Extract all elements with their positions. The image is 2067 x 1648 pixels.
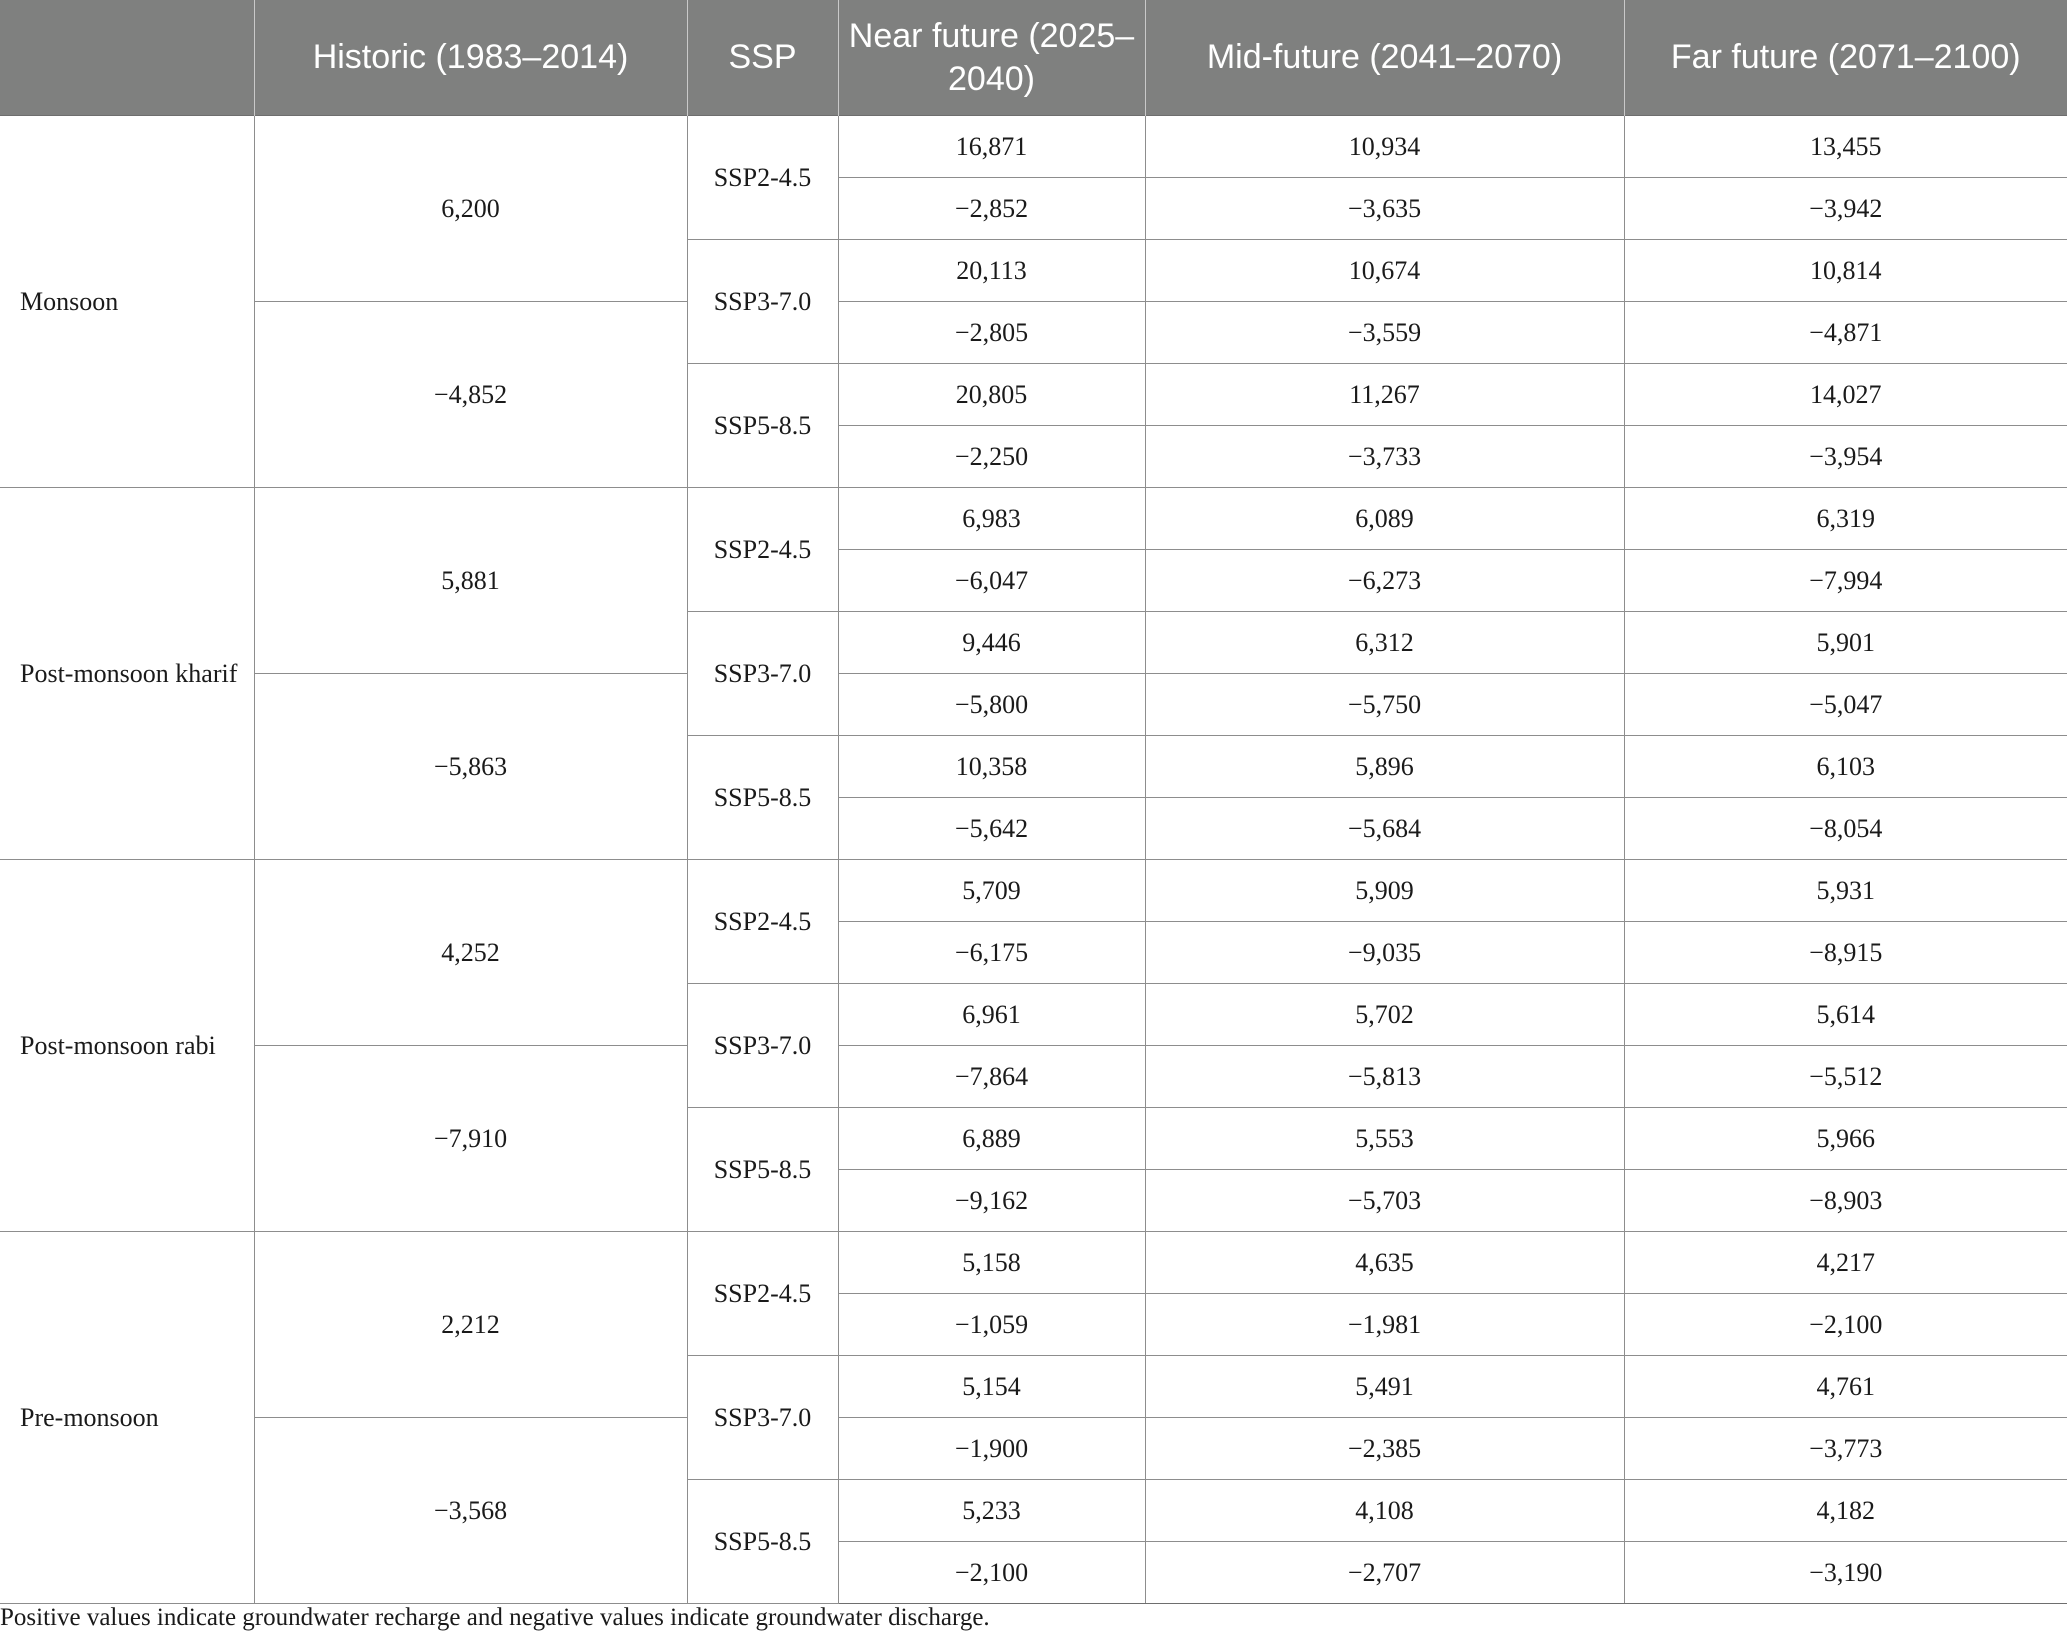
mid-future-cell: −5,813 bbox=[1145, 1046, 1624, 1108]
mid-future-cell: 4,635 bbox=[1145, 1232, 1624, 1294]
far-future-cell: 5,901 bbox=[1624, 612, 2067, 674]
near-future-cell: 10,358 bbox=[838, 736, 1145, 798]
far-future-cell: −8,915 bbox=[1624, 922, 2067, 984]
table-row bbox=[0, 488, 2067, 550]
table-row bbox=[0, 674, 2067, 736]
far-future-cell: −3,954 bbox=[1624, 426, 2067, 488]
far-future-cell: −8,903 bbox=[1624, 1170, 2067, 1232]
far-future-cell: −3,190 bbox=[1624, 1542, 2067, 1604]
mid-future-cell: −1,981 bbox=[1145, 1294, 1624, 1356]
far-future-cell: 10,814 bbox=[1624, 240, 2067, 302]
table-footnote: Positive values indicate groundwater recharge and negative values indicate groundwater discharge. bbox=[0, 1604, 990, 1631]
mid-future-cell: 10,674 bbox=[1145, 240, 1624, 302]
mid-future-cell: 5,896 bbox=[1145, 736, 1624, 798]
near-future-cell: 16,871 bbox=[838, 116, 1145, 178]
header-ssp: SSP bbox=[687, 0, 838, 116]
ssp-scenario-label: SSP5-8.5 bbox=[687, 364, 838, 488]
near-future-cell: 20,805 bbox=[838, 364, 1145, 426]
historic-recharge-cell: 4,252 bbox=[254, 860, 687, 1046]
mid-future-cell: 6,089 bbox=[1145, 488, 1624, 550]
near-future-cell: 5,233 bbox=[838, 1480, 1145, 1542]
table-row bbox=[0, 1046, 2067, 1108]
historic-discharge-cell: −7,910 bbox=[254, 1046, 687, 1232]
near-future-cell: 20,113 bbox=[838, 240, 1145, 302]
far-future-cell: 5,966 bbox=[1624, 1108, 2067, 1170]
mid-future-cell: −5,703 bbox=[1145, 1170, 1624, 1232]
table-row bbox=[0, 116, 2067, 178]
near-future-cell: 6,961 bbox=[838, 984, 1145, 1046]
near-future-cell: −5,642 bbox=[838, 798, 1145, 860]
far-future-cell: −5,047 bbox=[1624, 674, 2067, 736]
near-future-cell: −2,852 bbox=[838, 178, 1145, 240]
far-future-cell: −3,942 bbox=[1624, 178, 2067, 240]
near-future-cell: −5,800 bbox=[838, 674, 1145, 736]
far-future-cell: 14,027 bbox=[1624, 364, 2067, 426]
mid-future-cell: −5,684 bbox=[1145, 798, 1624, 860]
far-future-cell: 4,182 bbox=[1624, 1480, 2067, 1542]
near-future-cell: −2,805 bbox=[838, 302, 1145, 364]
near-future-cell: 9,446 bbox=[838, 612, 1145, 674]
mid-future-cell: −5,750 bbox=[1145, 674, 1624, 736]
near-future-cell: −9,162 bbox=[838, 1170, 1145, 1232]
far-future-cell: −7,994 bbox=[1624, 550, 2067, 612]
mid-future-cell: −3,635 bbox=[1145, 178, 1624, 240]
season-label: Post-monsoon kharif bbox=[0, 488, 254, 860]
table-header bbox=[0, 0, 2067, 116]
ssp-scenario-label: SSP2-4.5 bbox=[687, 1232, 838, 1356]
mid-future-cell: 5,491 bbox=[1145, 1356, 1624, 1418]
table-row bbox=[0, 1232, 2067, 1294]
ssp-scenario-label: SSP5-8.5 bbox=[687, 736, 838, 860]
season-label: Pre-monsoon bbox=[0, 1232, 254, 1604]
mid-future-cell: −9,035 bbox=[1145, 922, 1624, 984]
near-future-cell: 5,709 bbox=[838, 860, 1145, 922]
far-future-cell: −4,871 bbox=[1624, 302, 2067, 364]
far-future-cell: −5,512 bbox=[1624, 1046, 2067, 1108]
near-future-cell: −2,100 bbox=[838, 1542, 1145, 1604]
header-row bbox=[0, 0, 2067, 116]
near-future-cell: −6,047 bbox=[838, 550, 1145, 612]
header-season bbox=[0, 0, 254, 116]
historic-discharge-cell: −3,568 bbox=[254, 1418, 687, 1604]
table-row bbox=[0, 860, 2067, 922]
near-future-cell: −1,900 bbox=[838, 1418, 1145, 1480]
mid-future-cell: 5,909 bbox=[1145, 860, 1624, 922]
header-mid-future: Mid-future (2041–2070) bbox=[1145, 0, 1624, 116]
ssp-scenario-label: SSP5-8.5 bbox=[687, 1108, 838, 1232]
ssp-scenario-label: SSP3-7.0 bbox=[687, 984, 838, 1108]
far-future-cell: 4,217 bbox=[1624, 1232, 2067, 1294]
season-label: Post-monsoon rabi bbox=[0, 860, 254, 1232]
far-future-cell: −8,054 bbox=[1624, 798, 2067, 860]
mid-future-cell: −2,385 bbox=[1145, 1418, 1624, 1480]
mid-future-cell: −3,733 bbox=[1145, 426, 1624, 488]
mid-future-cell: 4,108 bbox=[1145, 1480, 1624, 1542]
mid-future-cell: 5,553 bbox=[1145, 1108, 1624, 1170]
near-future-cell: −7,864 bbox=[838, 1046, 1145, 1108]
historic-discharge-cell: −4,852 bbox=[254, 302, 687, 488]
historic-recharge-cell: 5,881 bbox=[254, 488, 687, 674]
historic-discharge-cell: −5,863 bbox=[254, 674, 687, 860]
ssp-scenario-label: SSP5-8.5 bbox=[687, 1480, 838, 1604]
season-label: Monsoon bbox=[0, 116, 254, 488]
mid-future-cell: 10,934 bbox=[1145, 116, 1624, 178]
near-future-cell: −6,175 bbox=[838, 922, 1145, 984]
ssp-scenario-label: SSP2-4.5 bbox=[687, 860, 838, 984]
near-future-cell: 5,154 bbox=[838, 1356, 1145, 1418]
mid-future-cell: −6,273 bbox=[1145, 550, 1624, 612]
far-future-cell: 6,319 bbox=[1624, 488, 2067, 550]
table-row bbox=[0, 1418, 2067, 1480]
far-future-cell: 5,614 bbox=[1624, 984, 2067, 1046]
ssp-scenario-label: SSP3-7.0 bbox=[687, 612, 838, 736]
mid-future-cell: 6,312 bbox=[1145, 612, 1624, 674]
mid-future-cell: −3,559 bbox=[1145, 302, 1624, 364]
near-future-cell: 6,889 bbox=[838, 1108, 1145, 1170]
header-historic: Historic (1983–2014) bbox=[254, 0, 687, 116]
near-future-cell: −1,059 bbox=[838, 1294, 1145, 1356]
far-future-cell: −2,100 bbox=[1624, 1294, 2067, 1356]
far-future-cell: 13,455 bbox=[1624, 116, 2067, 178]
far-future-cell: 4,761 bbox=[1624, 1356, 2067, 1418]
mid-future-cell: −2,707 bbox=[1145, 1542, 1624, 1604]
far-future-cell: −3,773 bbox=[1624, 1418, 2067, 1480]
far-future-cell: 5,931 bbox=[1624, 860, 2067, 922]
ssp-scenario-label: SSP2-4.5 bbox=[687, 116, 838, 240]
table-body bbox=[0, 116, 2067, 1604]
header-far-future: Far future (2071–2100) bbox=[1624, 0, 2067, 116]
mid-future-cell: 5,702 bbox=[1145, 984, 1624, 1046]
header-near-future: Near future (2025–2040) bbox=[838, 0, 1145, 116]
mid-future-cell: 11,267 bbox=[1145, 364, 1624, 426]
table-row bbox=[0, 302, 2067, 364]
far-future-cell: 6,103 bbox=[1624, 736, 2067, 798]
historic-recharge-cell: 6,200 bbox=[254, 116, 687, 302]
near-future-cell: 5,158 bbox=[838, 1232, 1145, 1294]
historic-recharge-cell: 2,212 bbox=[254, 1232, 687, 1418]
ssp-scenario-label: SSP3-7.0 bbox=[687, 1356, 838, 1480]
near-future-cell: −2,250 bbox=[838, 426, 1145, 488]
ssp-scenario-label: SSP2-4.5 bbox=[687, 488, 838, 612]
near-future-cell: 6,983 bbox=[838, 488, 1145, 550]
ssp-scenario-label: SSP3-7.0 bbox=[687, 240, 838, 364]
